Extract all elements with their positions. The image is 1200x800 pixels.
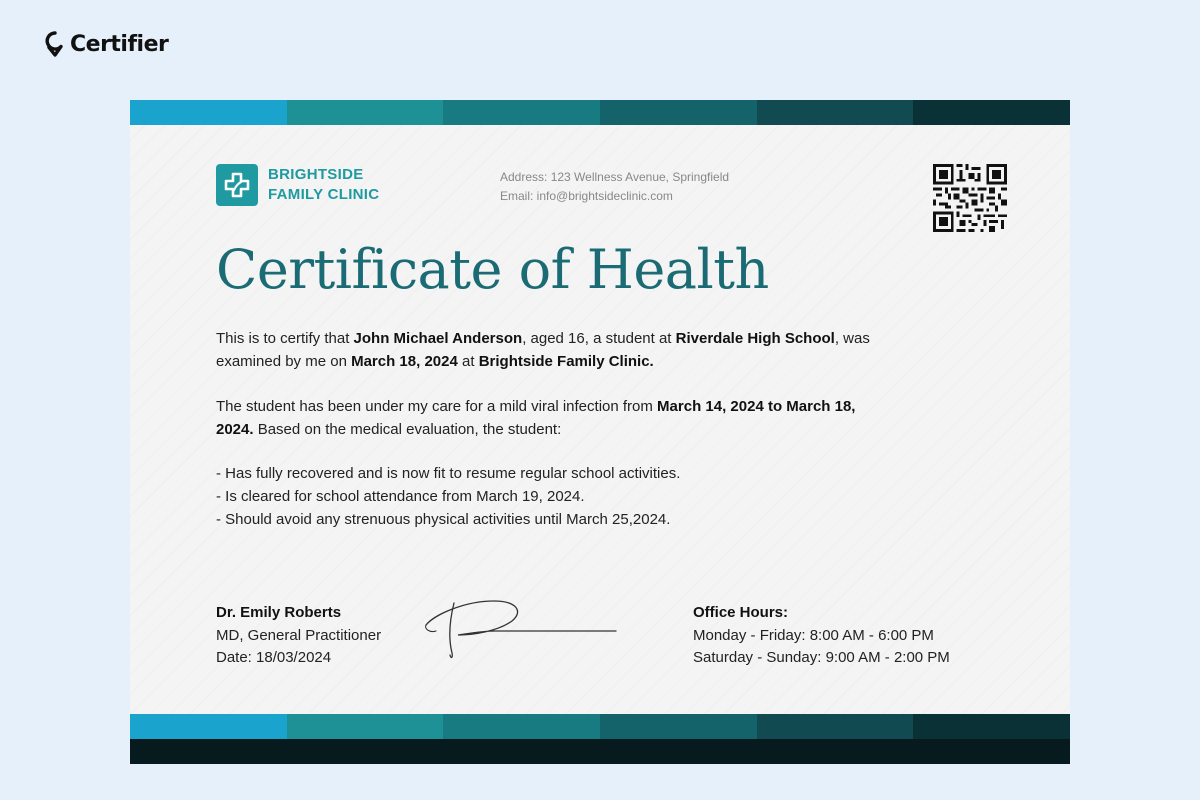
clinic-address: Address: 123 Wellness Avenue, Springfield: [500, 170, 730, 184]
health-certificate: [130, 100, 1070, 764]
clinic-name-line1: BRIGHTSIDE: [268, 166, 364, 183]
certifier-brand: [44, 30, 168, 58]
qr-code-icon: [933, 164, 1007, 232]
bottom-dark-band: [130, 739, 1070, 764]
stripe-segment: [913, 100, 1070, 125]
office-hours: [693, 602, 950, 670]
care-paragraph: [216, 395, 876, 441]
exam-date: March 18, 2024: [351, 353, 458, 370]
doctor-name: Dr. Emily Roberts: [216, 604, 342, 621]
stripe-segment: [287, 714, 444, 739]
weekend-hours: Saturday - Sunday: 9:00 AM - 2:00 PM: [693, 649, 950, 666]
doctor-title: MD, General Practitioner: [216, 626, 382, 644]
doctor-info: [216, 602, 381, 670]
clinic-email: Email: info@brightsideclinic.com: [500, 189, 673, 203]
certifier-logo-icon: [44, 30, 66, 58]
body-text: at: [457, 353, 479, 370]
body-text: The student has been under my care for a mild viral infection from: [216, 398, 658, 415]
evaluation-list: [216, 462, 876, 531]
body-text: Based on the medical evaluation, the student:: [253, 421, 562, 438]
body-text: , was examined by me on: [216, 330, 870, 370]
bottom-color-stripe: [130, 714, 1070, 739]
list-item: - Has fully recovered and is now fit to resume regular school activities.: [216, 465, 681, 482]
stripe-segment: [913, 714, 1070, 739]
care-period: March 14, 2024 to March 18, 2024.: [216, 398, 856, 438]
top-color-stripe: [130, 100, 1070, 125]
stripe-segment: [287, 100, 444, 125]
student-name: John Michael Anderson: [353, 330, 523, 347]
stripe-segment: [600, 100, 757, 125]
signature-date: Date: 18/03/2024: [216, 649, 332, 666]
list-item: - Should avoid any strenuous physical activities until March 25,2024.: [216, 511, 671, 528]
body-text: This is to certify that: [216, 330, 354, 347]
clinic-name: [268, 165, 379, 205]
stripe-segment: [443, 100, 600, 125]
body-text: , aged 16, a student at: [522, 330, 676, 347]
clinic-contact: [500, 168, 729, 206]
stripe-segment: [600, 714, 757, 739]
clinic-logo: [216, 164, 379, 206]
clinic-reference: Brightside Family Clinic.: [478, 353, 654, 370]
brand-name: Certifier: [70, 31, 169, 57]
school-name: Riverdale High School: [675, 330, 835, 347]
stripe-segment: [757, 100, 914, 125]
stripe-segment: [757, 714, 914, 739]
medical-cross-icon: [216, 164, 258, 206]
stripe-segment: [130, 100, 287, 125]
clinic-name-line2: FAMILY CLINIC: [268, 186, 380, 203]
stripe-segment: [130, 714, 287, 739]
doctor-signature: [424, 595, 620, 665]
weekday-hours: Monday - Friday: 8:00 AM - 6:00 PM: [693, 626, 934, 644]
certification-paragraph: [216, 327, 876, 373]
list-item: - Is cleared for school attendance from March 19, 2024.: [216, 488, 585, 505]
office-hours-title: Office Hours:: [693, 604, 789, 621]
stripe-segment: [443, 714, 600, 739]
certificate-title: Certificate of Health: [216, 238, 769, 301]
